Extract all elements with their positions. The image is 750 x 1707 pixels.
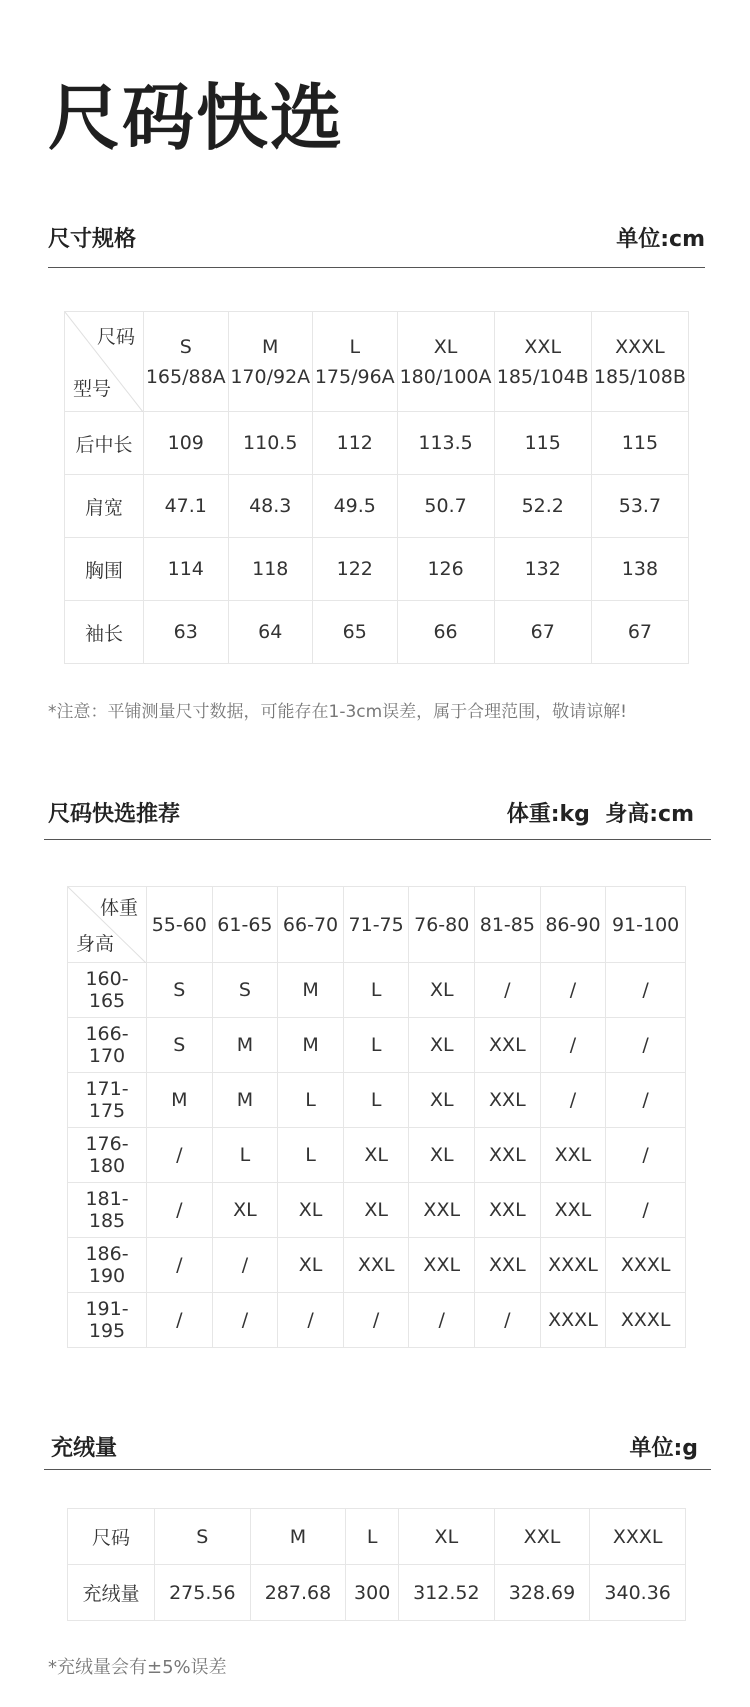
table-cell: XXL	[475, 1183, 541, 1238]
height-row-label: 176-180	[68, 1128, 147, 1183]
row-label: 肩宽	[65, 475, 144, 538]
table-cell: /	[475, 1293, 541, 1348]
table-cell: 66	[397, 601, 494, 664]
table-cell: /	[606, 963, 686, 1018]
fill-note: *充绒量会有±5%误差	[48, 1657, 227, 1678]
table-cell: 64	[228, 601, 313, 664]
size-col-header: XXXL	[590, 1509, 686, 1565]
table-cell: L	[343, 963, 409, 1018]
table-cell: /	[606, 1183, 686, 1238]
size-col-header: XXL	[494, 1509, 590, 1565]
table-cell: XXXL	[606, 1293, 686, 1348]
table-cell: S	[147, 1018, 213, 1073]
table-cell: L	[278, 1073, 344, 1128]
row-label: 后中长	[65, 412, 144, 475]
table-cell: 114	[144, 538, 229, 601]
weight-col-header: 81-85	[475, 887, 541, 963]
table-cell: 115	[591, 412, 688, 475]
row-label: 充绒量	[68, 1565, 155, 1621]
spec-note: *注意：平铺测量尺寸数据，可能存在1-3cm误差，属于合理范围，敬请谅解!	[48, 702, 627, 722]
table-cell: 112	[313, 412, 398, 475]
corner-label-size: 尺码	[96, 326, 135, 348]
table-cell: 115	[494, 412, 591, 475]
table-cell: 118	[228, 538, 313, 601]
height-row-label: 166-170	[68, 1018, 147, 1073]
table-cell: /	[606, 1128, 686, 1183]
table-cell: 63	[144, 601, 229, 664]
recommend-heading: 尺码快选推荐	[48, 802, 181, 827]
weight-col-header: 76-80	[409, 887, 475, 963]
table-cell: 328.69	[494, 1565, 590, 1621]
table-cell: 113.5	[397, 412, 494, 475]
table-cell: M	[212, 1018, 278, 1073]
table-row	[68, 963, 686, 1018]
table-cell: /	[540, 1018, 606, 1073]
table-cell: 49.5	[313, 475, 398, 538]
weight-col-header: 55-60	[147, 887, 213, 963]
height-row-label: 171-175	[68, 1073, 147, 1128]
table-cell: XXXL	[540, 1238, 606, 1293]
table-row	[68, 1018, 686, 1073]
table-cell: /	[409, 1293, 475, 1348]
table-row	[68, 1183, 686, 1238]
table-cell: /	[343, 1293, 409, 1348]
corner-label-weight: 体重	[99, 897, 138, 919]
size-col-header: S	[155, 1509, 251, 1565]
table-cell: M	[278, 1018, 344, 1073]
table-cell: 287.68	[250, 1565, 346, 1621]
row-label: 袖长	[65, 601, 144, 664]
table-cell: L	[278, 1128, 344, 1183]
table-cell: /	[540, 1073, 606, 1128]
table-cell: 312.52	[399, 1565, 495, 1621]
fill-header-row	[68, 1509, 686, 1565]
table-cell: M	[212, 1073, 278, 1128]
table-cell: L	[343, 1073, 409, 1128]
fill-divider	[44, 1469, 711, 1470]
table-cell: XXL	[409, 1238, 475, 1293]
height-row-label: 186-190	[68, 1238, 147, 1293]
table-cell: /	[147, 1183, 213, 1238]
spec-col-header: XL 180/100A	[397, 312, 494, 412]
corner-label-height: 身高	[76, 933, 115, 955]
table-cell: M	[147, 1073, 213, 1128]
page-title: 尺码快选	[48, 76, 345, 160]
height-row-label: 181-185	[68, 1183, 147, 1238]
table-cell: XL	[343, 1128, 409, 1183]
table-cell: L	[343, 1018, 409, 1073]
table-cell: XXL	[475, 1238, 541, 1293]
recommend-corner-cell	[68, 887, 147, 963]
table-cell: XL	[343, 1183, 409, 1238]
spec-unit: 单位:cm	[616, 227, 705, 252]
table-cell: XXL	[475, 1018, 541, 1073]
table-cell: /	[475, 963, 541, 1018]
size-col-header: M	[250, 1509, 346, 1565]
table-cell: XL	[409, 963, 475, 1018]
table-cell: 126	[397, 538, 494, 601]
table-cell: XXXL	[540, 1293, 606, 1348]
table-cell: 50.7	[397, 475, 494, 538]
table-cell: 65	[313, 601, 398, 664]
spec-header-row	[65, 312, 689, 412]
spec-corner-cell	[65, 312, 144, 412]
table-cell: XXL	[475, 1073, 541, 1128]
table-cell: XXL	[475, 1128, 541, 1183]
table-cell: 110.5	[228, 412, 313, 475]
table-cell: XL	[278, 1183, 344, 1238]
table-cell: 132	[494, 538, 591, 601]
table-cell: XXL	[409, 1183, 475, 1238]
table-cell: 67	[494, 601, 591, 664]
table-cell: 53.7	[591, 475, 688, 538]
table-cell: 67	[591, 601, 688, 664]
table-cell: XL	[212, 1183, 278, 1238]
table-cell: /	[212, 1238, 278, 1293]
table-cell: /	[147, 1293, 213, 1348]
spec-col-header: XXL 185/104B	[494, 312, 591, 412]
table-row	[65, 538, 689, 601]
table-cell: 300	[346, 1565, 399, 1621]
size-col-header: XL	[399, 1509, 495, 1565]
table-cell: XL	[278, 1238, 344, 1293]
table-cell: 340.36	[590, 1565, 686, 1621]
table-cell: /	[606, 1018, 686, 1073]
recommend-header-row	[68, 887, 686, 963]
recommend-unit: 体重:kg 身高:cm	[506, 802, 694, 827]
spec-heading: 尺寸规格	[48, 227, 137, 252]
table-cell: 275.56	[155, 1565, 251, 1621]
table-cell: /	[540, 963, 606, 1018]
table-cell: 48.3	[228, 475, 313, 538]
weight-col-header: 61-65	[212, 887, 278, 963]
table-row	[65, 412, 689, 475]
table-cell: /	[147, 1238, 213, 1293]
table-cell: XL	[409, 1128, 475, 1183]
weight-col-header: 86-90	[540, 887, 606, 963]
spec-col-header: XXXL 185/108B	[591, 312, 688, 412]
table-cell: 122	[313, 538, 398, 601]
table-cell: XL	[409, 1018, 475, 1073]
table-cell: S	[212, 963, 278, 1018]
table-cell: 47.1	[144, 475, 229, 538]
table-cell: M	[278, 963, 344, 1018]
size-col-header: L	[346, 1509, 399, 1565]
weight-col-header: 91-100	[606, 887, 686, 963]
spec-table	[64, 311, 689, 664]
row-label: 胸围	[65, 538, 144, 601]
corner-label-model: 型号	[73, 378, 112, 400]
table-cell: XXXL	[606, 1238, 686, 1293]
fill-table	[67, 1508, 686, 1621]
table-cell: XXL	[540, 1183, 606, 1238]
table-row	[68, 1128, 686, 1183]
table-cell: S	[147, 963, 213, 1018]
table-cell: 109	[144, 412, 229, 475]
spec-col-header: M 170/92A	[228, 312, 313, 412]
spec-col-header: L 175/96A	[313, 312, 398, 412]
table-row	[68, 1073, 686, 1128]
table-row	[68, 1238, 686, 1293]
table-cell: 138	[591, 538, 688, 601]
weight-col-header: 71-75	[343, 887, 409, 963]
table-row	[65, 475, 689, 538]
recommend-divider	[44, 839, 711, 840]
table-cell: 52.2	[494, 475, 591, 538]
fill-heading: 充绒量	[51, 1436, 118, 1461]
fill-unit: 单位:g	[629, 1436, 698, 1461]
table-cell: /	[606, 1073, 686, 1128]
table-cell: /	[212, 1293, 278, 1348]
table-cell: L	[212, 1128, 278, 1183]
table-cell: /	[278, 1293, 344, 1348]
table-cell: XXL	[343, 1238, 409, 1293]
weight-col-header: 66-70	[278, 887, 344, 963]
table-cell: XL	[409, 1073, 475, 1128]
height-row-label: 160-165	[68, 963, 147, 1018]
row-label: 尺码	[68, 1509, 155, 1565]
spec-divider	[48, 267, 705, 268]
table-cell: /	[147, 1128, 213, 1183]
table-cell: XXL	[540, 1128, 606, 1183]
table-row	[68, 1293, 686, 1348]
recommend-table	[67, 886, 686, 1348]
spec-col-header: S 165/88A	[144, 312, 229, 412]
table-row	[65, 601, 689, 664]
table-row	[68, 1565, 686, 1621]
height-row-label: 191-195	[68, 1293, 147, 1348]
